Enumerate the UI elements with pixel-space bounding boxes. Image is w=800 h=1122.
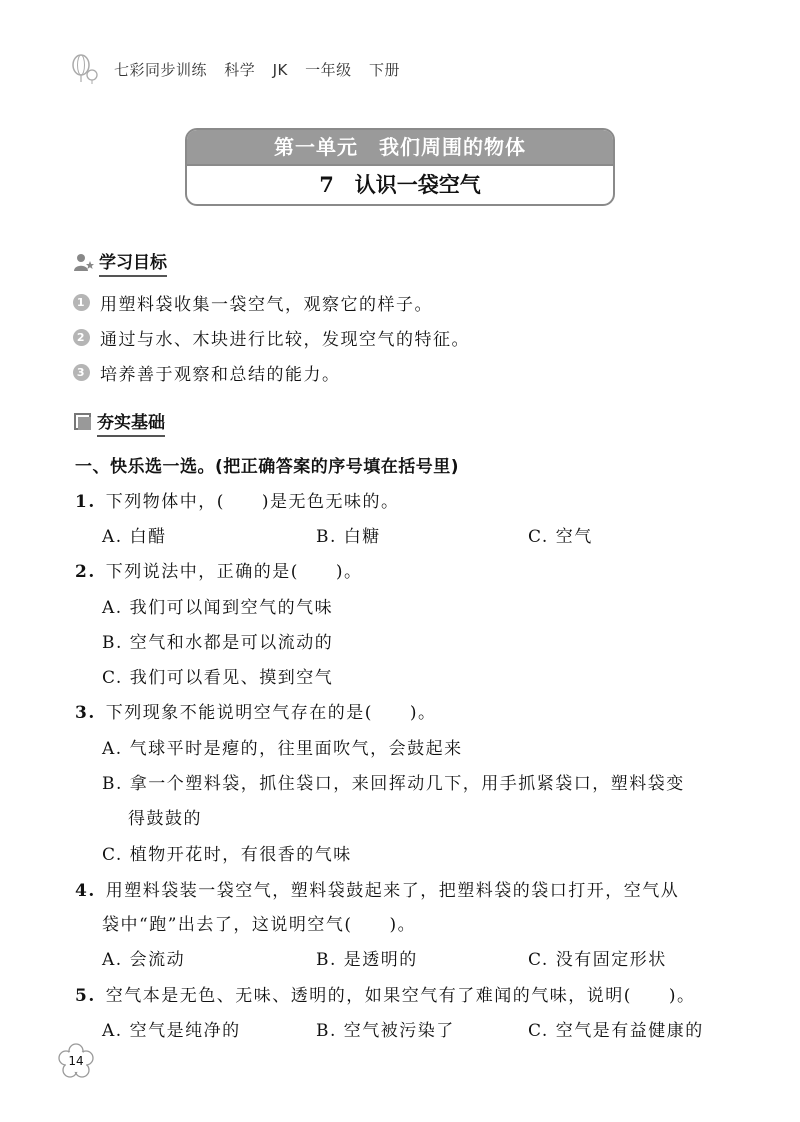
page-number: 14 (68, 1054, 84, 1068)
option-b-continuation: 得鼓鼓的 (128, 809, 202, 829)
goal-item (73, 360, 341, 385)
question-4 (75, 876, 679, 901)
option-a: A. 我们可以闻到空气的气味 (102, 598, 334, 618)
option-a: A. 空气是纯净的 (102, 1021, 241, 1041)
goals-section-label: 学习目标 (99, 248, 167, 277)
question-stem: 用塑料袋装一袋空气，塑料袋鼓起来了，把塑料袋的袋口打开，空气从 (105, 881, 680, 901)
goal-text: 培养善于观察和总结的能力。 (100, 365, 341, 385)
header-volume: 下册 (368, 60, 400, 79)
question-stem-continuation: 袋中“跑”出去了，这说明空气( )。 (102, 915, 417, 935)
basics-section-label: 夯实基础 (97, 408, 165, 437)
header-edition: JK (272, 60, 288, 79)
question-number: 5. (75, 986, 96, 1006)
lesson-title-box (185, 128, 615, 206)
goal-item (73, 325, 470, 350)
question-1 (75, 487, 400, 512)
goal-number: 2 (73, 329, 90, 346)
question-number: 2. (75, 562, 96, 582)
option-b: B. 白糖 (316, 527, 381, 547)
goal-item (73, 290, 433, 315)
option-c: C. 空气是有益健康的 (528, 1021, 704, 1041)
question-stem: 空气本是无色、无味、透明的，如果空气有了难闻的气味，说明( )。 (105, 986, 696, 1006)
option-c: C. 空气 (528, 527, 593, 547)
balloon-logo-icon (70, 53, 100, 85)
goals-section-heading (73, 248, 167, 276)
learner-icon (73, 251, 95, 273)
option-b: B. 空气和水都是可以流动的 (102, 633, 334, 653)
option-a: A. 白醋 (102, 527, 167, 547)
option-a: A. 气球平时是瘪的，往里面吹气，会鼓起来 (102, 739, 463, 759)
goal-text: 用塑料袋收集一袋空气，观察它的样子。 (100, 295, 433, 315)
option-c: C. 没有固定形状 (528, 950, 667, 970)
goal-number: 3 (73, 364, 90, 381)
option-b: B. 空气被污染了 (316, 1021, 455, 1041)
question-stem: 下列物体中，( )是无色无味的。 (105, 492, 400, 512)
option-c: C. 我们可以看见、摸到空气 (102, 668, 334, 688)
question-5 (75, 981, 696, 1006)
option-b: B. 是透明的 (316, 950, 418, 970)
question-stem: 下列说法中，正确的是( )。 (105, 562, 363, 582)
question-number: 1. (75, 492, 96, 512)
lesson-title: 7 认识一袋空气 (187, 164, 613, 206)
header-series: 七彩同步训练 (114, 60, 208, 79)
question-stem: 下列现象不能说明空气存在的是( )。 (105, 703, 437, 723)
goal-text: 通过与水、木块进行比较，发现空气的特征。 (100, 330, 470, 350)
header-grade: 一年级 (305, 60, 352, 79)
question-2 (75, 557, 363, 582)
part1-title: 一、快乐选一选。(把正确答案的序号填在括号里) (75, 457, 460, 477)
notebook-icon (73, 412, 93, 432)
question-3 (75, 698, 437, 723)
unit-title: 第一单元 我们周围的物体 (187, 130, 613, 164)
question-number: 3. (75, 703, 96, 723)
page-header (70, 52, 400, 86)
option-a: A. 会流动 (102, 950, 186, 970)
option-b: B. 拿一个塑料袋，抓住袋口，来回挥动几下，用手抓紧袋口，塑料袋变 (102, 774, 685, 794)
basics-section-heading (73, 408, 165, 436)
option-c: C. 植物开花时，有很香的气味 (102, 845, 352, 865)
header-subject: 科学 (224, 60, 256, 79)
question-number: 4. (75, 881, 96, 901)
goal-number: 1 (73, 294, 90, 311)
